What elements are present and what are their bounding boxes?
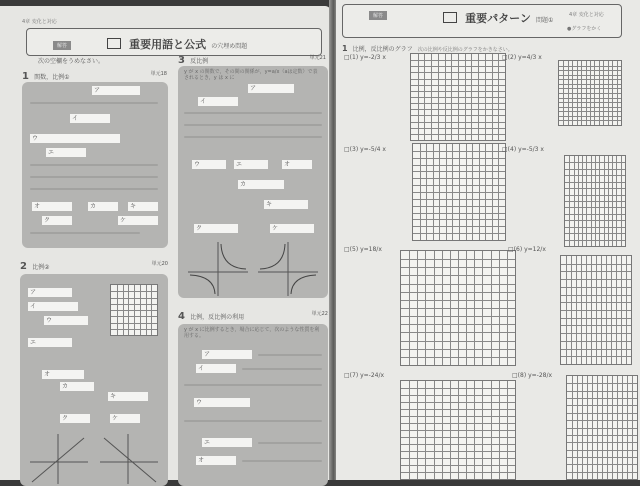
blank-field[interactable]: イ <box>70 114 110 123</box>
answer-tag: 解答 <box>369 11 387 20</box>
problem-label <box>344 246 382 254</box>
blank-field[interactable]: カ <box>60 382 94 391</box>
section-number: 1 <box>22 71 29 82</box>
problem-label <box>344 372 384 380</box>
blank-field[interactable]: ウ <box>44 316 88 325</box>
blank-field[interactable]: エ <box>28 338 72 347</box>
unit-ref[interactable]: 単元22 <box>311 311 328 317</box>
grid-line <box>111 329 157 330</box>
inverse-proportion-graphs <box>188 242 318 296</box>
graph-grid[interactable] <box>400 250 516 366</box>
problem-equation: y=-28/x <box>528 372 553 379</box>
notebook-icon <box>443 12 457 23</box>
problem-label <box>344 54 386 62</box>
blank-field[interactable]: カ <box>88 202 118 211</box>
title-banner <box>342 4 622 38</box>
unit-ref[interactable]: 単元21 <box>309 55 326 61</box>
grid-line <box>146 285 147 335</box>
problem-label <box>502 146 544 154</box>
proportional-graphs <box>28 432 160 484</box>
blank-field[interactable]: ア <box>92 86 140 95</box>
grid-line <box>507 381 508 479</box>
chapter-label: 4章 変化と対応 <box>569 12 604 18</box>
section-title: 反比例 <box>190 58 209 65</box>
section-1-box <box>22 82 168 248</box>
notebook-icon <box>107 38 121 49</box>
question-text: 次の比例や反比例のグラフをかきなさい。 <box>417 47 513 53</box>
chapter-label: 4章 変化と対応 <box>22 19 57 25</box>
checkbox-icon[interactable]: □ <box>344 246 350 253</box>
graph-grid[interactable] <box>566 375 638 480</box>
grid-line <box>559 116 621 117</box>
blank-field[interactable]: エ <box>234 160 268 169</box>
left-page <box>0 6 331 480</box>
section-4-box <box>178 324 328 486</box>
grid-line <box>111 316 157 317</box>
blank-field[interactable]: ケ <box>110 414 140 423</box>
section-2-header <box>20 258 168 270</box>
grid-line <box>561 356 631 357</box>
section-4-text: y が x に比例するとき，場合に応じて，次のような性質を利用する。 <box>184 327 320 339</box>
blank-field[interactable]: オ <box>282 160 312 169</box>
problem-number: (2) <box>507 54 519 61</box>
instruction: 次の空欄をうめなさい。 <box>38 58 105 65</box>
blank-field[interactable]: ウ <box>194 398 250 407</box>
section-3-text: y が x の関数で，その間の関係が，y=a/x（aは定数）で表されるとき，y は x に <box>184 69 318 81</box>
blank-field[interactable]: オ <box>42 370 84 379</box>
grid-line <box>413 233 505 234</box>
graph-grid[interactable] <box>558 60 622 126</box>
checkbox-icon[interactable]: □ <box>344 54 350 61</box>
section-2-box <box>20 274 168 486</box>
problem-label <box>502 54 542 62</box>
grid-line <box>565 233 625 234</box>
problem-number: (1) <box>349 54 361 61</box>
graph-grid[interactable] <box>560 255 632 365</box>
grid-line <box>626 256 627 364</box>
section-number: 3 <box>178 55 185 66</box>
unit-ref[interactable]: 単元20 <box>151 261 168 267</box>
problem-number: (8) <box>517 372 529 379</box>
section-number: 2 <box>20 261 27 272</box>
problem-equation: y=12/x <box>524 246 546 253</box>
problem-equation: y=-2/3 x <box>360 54 386 61</box>
problem-equation: y=-5/4 x <box>360 146 386 153</box>
grid-line <box>565 240 625 241</box>
grid-line <box>567 472 637 473</box>
problem-equation: y=4/3 x <box>518 54 542 61</box>
page-title-suffix: 問題① <box>535 17 554 24</box>
blank-field[interactable]: ア <box>248 84 294 93</box>
grid-line <box>401 349 515 350</box>
checkbox-icon[interactable]: □ <box>512 372 518 379</box>
section-4-header <box>178 308 328 320</box>
blank-field[interactable]: ク <box>60 414 90 423</box>
graph-grid[interactable] <box>412 143 506 241</box>
graph-grid[interactable] <box>564 155 626 247</box>
grid-line <box>401 465 515 466</box>
page-title: 重要パターン <box>465 12 531 25</box>
grid-line <box>621 156 622 246</box>
blank-field[interactable]: ク <box>42 216 72 225</box>
checkbox-icon[interactable]: □ <box>344 372 350 379</box>
grid-line <box>617 61 618 125</box>
grid-line <box>567 464 637 465</box>
blank-field[interactable]: ケ <box>118 216 158 225</box>
checkbox-icon[interactable]: □ <box>508 246 514 253</box>
problem-number: (3) <box>349 146 361 153</box>
blank-field[interactable]: イ <box>196 364 236 373</box>
grid-line <box>140 285 141 335</box>
grid-line <box>632 376 633 479</box>
grid-line <box>151 285 152 335</box>
grid-line <box>411 128 505 129</box>
grid-line <box>498 144 499 240</box>
grid-line <box>507 251 508 365</box>
blank-field[interactable]: キ <box>264 200 308 209</box>
checkbox-icon[interactable]: □ <box>502 146 508 153</box>
problem-label <box>512 372 552 380</box>
question-header: 1 比例，反比例のグラフ 次の比例や反比例のグラフをかきなさい。 <box>342 44 513 53</box>
page-title: 重要用語と公式 <box>129 38 207 51</box>
grid-line <box>561 349 631 350</box>
problem-label <box>344 146 386 154</box>
answer-tag: 解答 <box>53 41 71 50</box>
problem-equation: y=18/x <box>360 246 382 253</box>
grid-line <box>413 226 505 227</box>
grid-line <box>498 54 499 140</box>
problem-number: (6) <box>513 246 525 253</box>
blank-field[interactable]: ウ <box>30 134 120 143</box>
section-title: 関数，比例① <box>34 74 70 81</box>
grid-line <box>401 472 515 473</box>
problem-number: (4) <box>507 146 519 153</box>
graph-grid[interactable] <box>410 53 506 141</box>
unit-ref[interactable]: 単元18 <box>150 71 167 77</box>
blank-field[interactable]: エ <box>46 148 86 157</box>
problem-equation: y=-5/3 x <box>518 146 544 153</box>
blank-field[interactable]: ク <box>194 224 238 233</box>
blank-field[interactable]: オ <box>196 456 236 465</box>
blank-field[interactable]: エ <box>202 438 252 447</box>
graph-grid <box>110 284 158 336</box>
blank-field[interactable]: イ <box>28 302 78 311</box>
right-page <box>336 0 640 480</box>
page-title-suffix: の穴埋め問題 <box>211 43 248 50</box>
checkbox-icon[interactable]: □ <box>502 54 508 61</box>
x-axis <box>111 310 157 311</box>
blank-field[interactable]: ウ <box>192 160 226 169</box>
blank-field[interactable]: ア <box>202 350 252 359</box>
checkbox-icon[interactable]: □ <box>344 146 350 153</box>
problem-equation: y=-24/x <box>360 372 385 379</box>
problem-number: (5) <box>349 246 361 253</box>
blank-field[interactable]: キ <box>128 202 158 211</box>
section-3-box <box>178 66 328 298</box>
section-number: 4 <box>178 311 185 322</box>
section-3-header <box>178 52 326 64</box>
grid-line <box>559 120 621 121</box>
problem-number: (7) <box>349 372 361 379</box>
problem-label <box>508 246 546 254</box>
question-title: 比例，反比例のグラフ <box>352 46 413 53</box>
section-1-header <box>22 68 167 80</box>
blank-field[interactable]: ケ <box>270 224 314 233</box>
note-label: ●グラフをかく <box>567 26 602 32</box>
section-title: 比例② <box>32 264 50 271</box>
blank-field[interactable]: キ <box>108 392 148 401</box>
blank-field[interactable]: ア <box>28 288 72 297</box>
blank-field[interactable]: カ <box>238 180 284 189</box>
graph-grid[interactable] <box>400 380 516 480</box>
blank-field[interactable]: オ <box>32 202 72 211</box>
grid-line <box>411 134 505 135</box>
grid-line <box>111 323 157 324</box>
section-title: 比例，反比例の利用 <box>190 314 245 321</box>
grid-line <box>401 357 515 358</box>
blank-field[interactable]: イ <box>198 97 238 106</box>
